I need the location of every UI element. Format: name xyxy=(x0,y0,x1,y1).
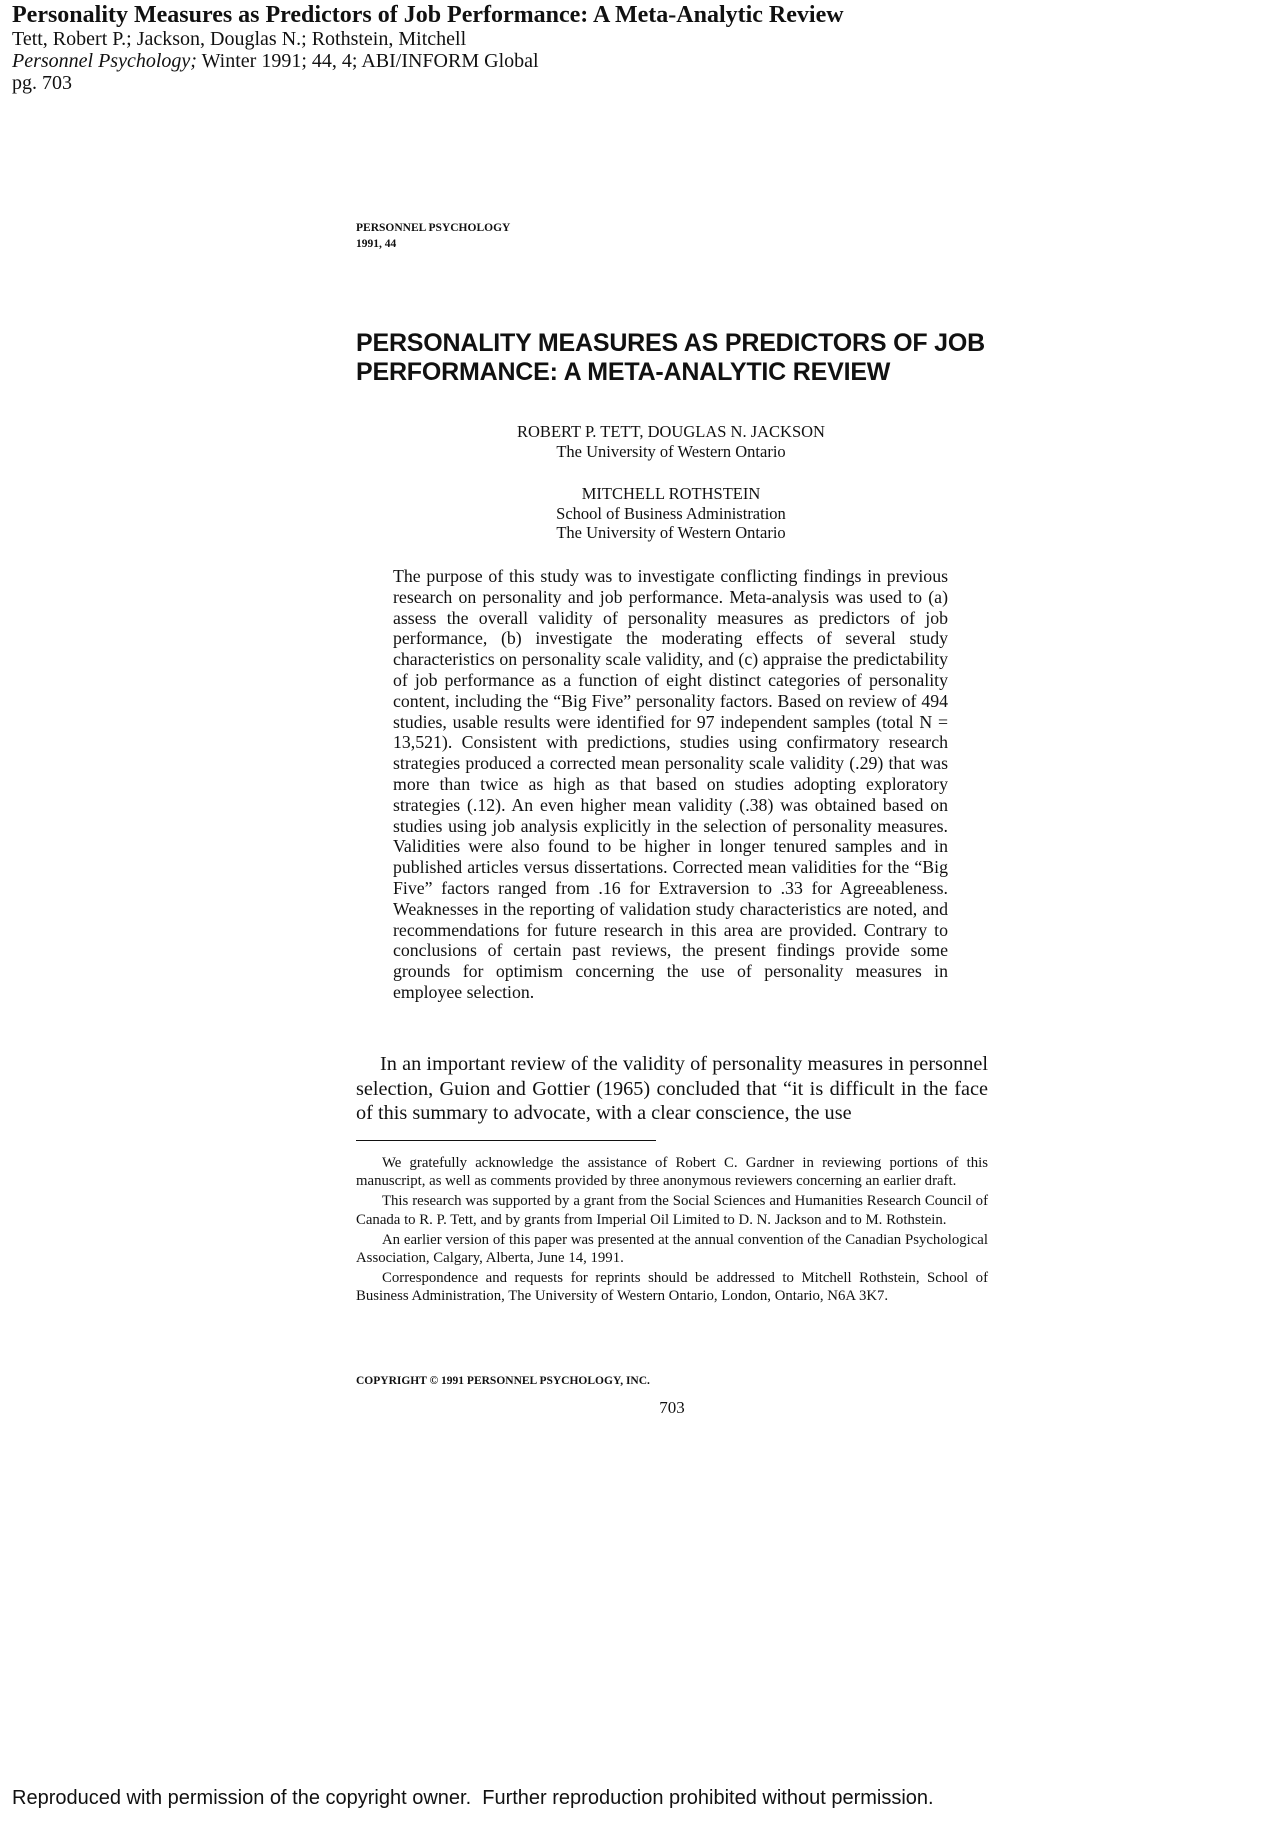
author-group-2 xyxy=(356,484,986,543)
author-affiliation: The University of Western Ontario xyxy=(556,441,786,461)
footnote-acknowledgement: We gratefully acknowledge the assistance of Robert C. Gardner in reviewing portions of this manuscript, as well as comments provided by three anonymous reviewers concerning an earlier draft. xyxy=(356,1155,988,1190)
footnote-correspondence: Correspondence and requests for reprints should be addressed to Mitchell Rothstein, School of Business Administration, The University of Western Ontario, London, Ontario, N6A 3K7. xyxy=(356,1270,988,1305)
document-title: Personality Measures as Predictors of Job Performance: A Meta-Analytic Review xyxy=(12,2,844,28)
copyright-line: COPYRIGHT © 1991 PERSONNEL PSYCHOLOGY, INC. xyxy=(356,1375,650,1387)
reproduction-notice: Reproduced with permission of the copyright owner. Further reproduction prohibited without permission. xyxy=(12,1787,934,1809)
document-citation xyxy=(12,50,1112,72)
author-group-1 xyxy=(356,422,986,461)
author-affiliation-university: The University of Western Ontario xyxy=(556,523,786,542)
footnote-divider xyxy=(356,1140,656,1141)
page-reference: pg. 703 xyxy=(12,72,72,94)
journal-volume: 1991, 44 xyxy=(356,238,397,250)
body-paragraph: In an important review of the validity of personality measures in personnel selection, Guion and Gottier (1965) concluded that “it is difficult in the face of this summary to advocate, with a clear conscience, the use xyxy=(356,1053,988,1124)
journal-running-head xyxy=(356,220,510,252)
page-number: 703 xyxy=(659,1398,685,1417)
author-names: ROBERT P. TETT, DOUGLAS N. JACKSON xyxy=(517,422,825,441)
article-title xyxy=(356,329,996,387)
author-affiliation-school: School of Business Administration xyxy=(556,503,786,523)
footnotes xyxy=(356,1154,988,1308)
footnote-presentation: An earlier version of this paper was presented at the annual convention of the Canadian Psychological Association, Calgary, Alberta, June 14, 1991. xyxy=(356,1231,988,1267)
article-title-line-1: PERSONALITY MEASURES AS PREDICTORS OF JOB xyxy=(356,329,985,357)
document-header xyxy=(12,2,1112,94)
footnote-funding: This research was supported by a grant from the Social Sciences and Humanities Research Council of Canada to R. P. Tett, and by grants from Imperial Oil Limited to D. N. Jackson and to M. Rothstein. xyxy=(356,1193,988,1228)
journal-name: PERSONNEL PSYCHOLOGY xyxy=(356,222,511,234)
article-title-line-2: PERFORMANCE: A META-ANALYTIC REVIEW xyxy=(356,358,891,386)
document-authors: Tett, Robert P.; Jackson, Douglas N.; Rothstein, Mitchell xyxy=(12,28,467,50)
author-name: MITCHELL ROTHSTEIN xyxy=(581,484,761,503)
abstract: The purpose of this study was to investigate conflicting findings in previous research on personality and job performance. Meta-analysis was used to (a) assess the overall validity of personality measures as predictors of job performance, (b) investigate the moderating effects of several study characteristics on personality scale validity, and (c) appraise the predictability of job performance as a function of eight distinct categories of personality content, including the “Big Five” personality factors. Based on review of 494 studies, usable results were identified for 97 independent samples (total N = 13,521). Consistent with predictions, studies using confirmatory research strategies produced a corrected mean personality scale validity (.29) that was more than twice as high as that based on studies adopting exploratory strategies (.12). An even higher mean validity (.38) was obtained based on studies using job analysis explicitly in the selection of personality measures. Validities were also found to be higher in longer tenured samples and in published articles versus dissertations. Corrected mean validities for the “Big Five” factors ranged from .16 for Extraversion to .33 for Agreeableness. Weaknesses in the reporting of validation study characteristics are noted, and recommendations for future research in this area are provided. Contrary to conclusions of certain past reviews, the present findings provide some grounds for optimism concerning the use of personality measures in employee selection. xyxy=(393,566,948,1002)
citation-details: Winter 1991; 44, 4; ABI/INFORM Global xyxy=(196,50,539,72)
journal-name-italic: Personnel Psychology; xyxy=(12,50,197,72)
